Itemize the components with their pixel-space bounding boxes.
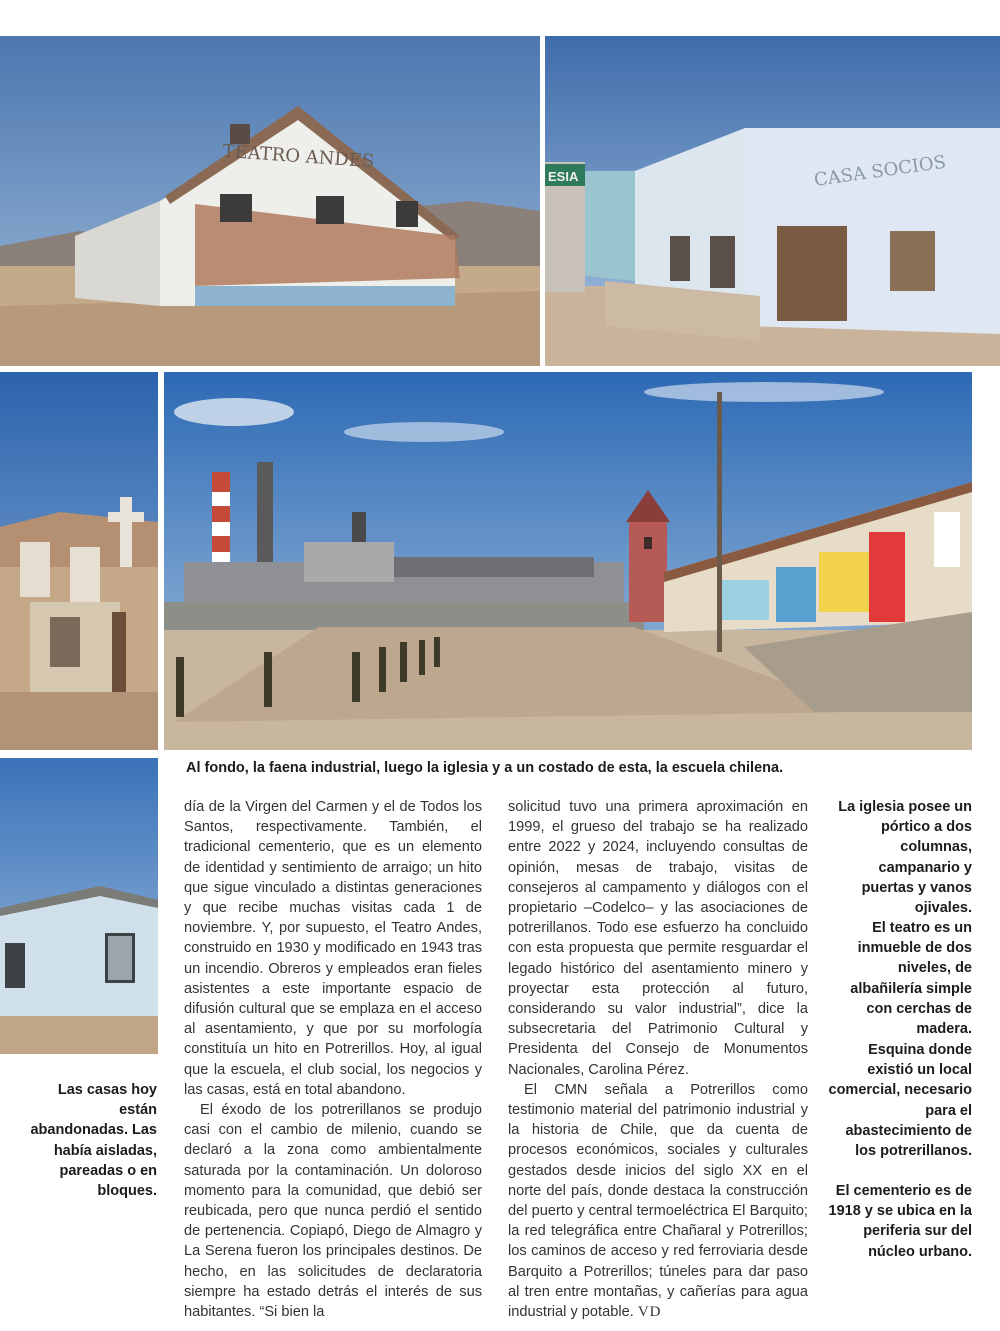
- article-paragraph: El CMN señala a Potrerillos como testimonio material del patrimonio industrial y la historia de Chile, que da cuenta de procesos económicos, sociales y culturales gestados desde inicios del siglo XX en el norte del país, donde destaca la construcción del puerto y central termoeléctrica El Barquito; la red telegráfica entre Chañaral y Potrerillos; los caminos de acceso y red ferroviaria desde Barquito a Potrerillos; túneles para dar paso al tren entre montañas, y cañerías para agua industrial y potable.: [508, 1081, 808, 1321]
- photo-teatro-andes: [0, 36, 540, 366]
- side-caption-teatro: El teatro es un inmueble de dos niveles, de albañilería simple con cerchas de madera.: [850, 920, 972, 1038]
- side-caption-iglesia: La iglesia posee un pórtico a dos columnas, campanario y puertas y vanos ojivales.: [838, 799, 972, 917]
- main-photo-caption: Al fondo, la faena industrial, luego la iglesia y a un costado de esta, la escuela chilena.: [186, 760, 784, 776]
- svg-text:ESIA: [548, 169, 579, 184]
- photo-cementerio: [0, 372, 158, 750]
- signoff: VD: [637, 1304, 662, 1321]
- side-caption-esquina: Esquina donde existió un local comercial, necesario para el abastecimiento de los potrerillanos.: [828, 1042, 972, 1160]
- article-paragraph: solicitud tuvo una primera aproximación en 1999, el grueso del trabajo se ha realizado entre 2022 y 2024, incluyendo consultas de opinión, mesas de trabajo, visitas de consejeros al campamento y diálogos con el propietario –Codelco– y las asociaciones de potrerillanos. Todo ese esfuerzo ha concluido con esta propuesta que permite resguardar el legado histórico del asentamiento minero y proyectar esta protección al futuro, considerando su valor industrial”, dice la subsecretaria del Patrimonio Cultural y Presidenta del Consejo de Monumentos Nacionales, Carolina Pérez.: [508, 799, 808, 1078]
- article-column-2: [508, 797, 808, 1322]
- photo-faena-industrial: [164, 372, 972, 750]
- article-paragraph: día de la Virgen del Carmen y el de Todos los Santos, respectivamente. También, el tradicional cementerio, que es un elemento de identidad y sentimiento de arraigo; un hito que sigue vinculado a distintas generaciones y que recibe muchas visitas cada 1 de noviembre. Y, por supuesto, el Teatro Andes, construido en 1930 y modificado en 1943 tras un incendio. Obreros y empleados eran fieles asistentes a este importante espacio de difusión cultural que se emplaza en el acceso al asentamiento, y que por su morfología constituía un hito en Potrerillos. Hoy, al igual que la escuela, el club social, los negocios y las casas, está en total abandono.: [184, 799, 482, 1098]
- article-paragraph: El éxodo de los potrerillanos se produjo casi con el cambio de milenio, cuando se declaró a la zona como ambientalmente saturada por la contaminación. Un doloroso momento para la comunidad, que debió ser reubicada, pero que nunca perdió el sentido de pertenencia. Copiapó, Diego de Almagro y La Serena fueron los principales destinos. De hecho, en las solicitudes de declaratoria siempre ha estado detrás el interés de sus habitantes. “Si bien la: [184, 1102, 482, 1321]
- side-caption-cementerio: El cementerio es de 1918 y se ubica en la periferia sur del núcleo urbano.: [828, 1183, 972, 1260]
- side-sign-text: ESIA: [548, 169, 579, 184]
- article-paragraph-last: [508, 1080, 808, 1322]
- casas-caption: Las casas hoy están abandonadas. Las había aisladas, pareadas o en bloques.: [30, 1082, 157, 1200]
- article-column-1: [184, 797, 482, 1322]
- teatro-sign-text: TEATRO ANDES: [221, 140, 375, 173]
- casa-sign-text: CASA SOCIOS: [812, 151, 948, 191]
- photo-casa-socios: [545, 36, 1000, 366]
- photo-casas: [0, 758, 158, 1054]
